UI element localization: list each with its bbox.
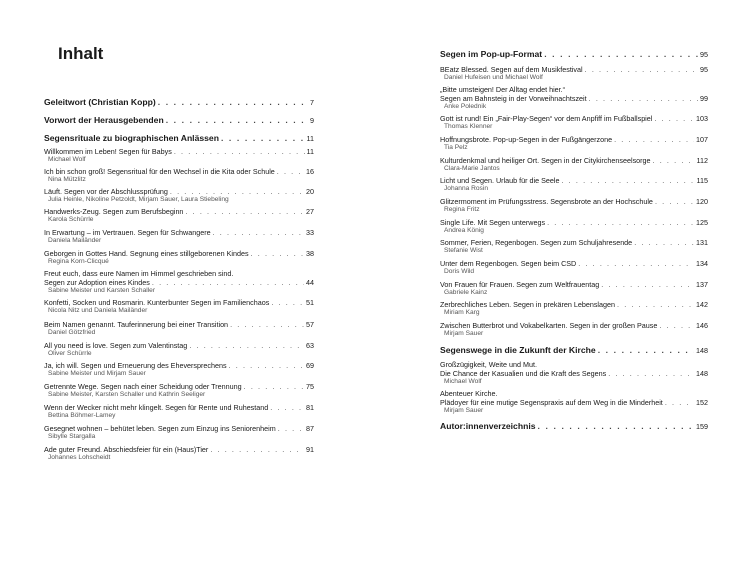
page-number: 152 <box>696 398 708 408</box>
entry-title: Kulturdenkmal und heiliger Ort. Segen in der Citykirchenseelsorge <box>440 156 651 165</box>
page-number: 137 <box>696 280 708 289</box>
dot-leader <box>654 114 694 123</box>
entry-author: Johanna Rosin <box>444 185 488 193</box>
dot-leader <box>608 369 694 378</box>
dot-leader <box>174 147 305 156</box>
toc-entry[interactable] <box>440 238 708 256</box>
entry-author: Sabine Meister, Karsten Schaller und Kathrin Seeliger <box>48 391 206 399</box>
dot-leader <box>251 249 304 258</box>
dot-leader <box>561 176 694 185</box>
dot-leader <box>210 445 304 454</box>
page-title: Inhalt <box>58 44 104 63</box>
page-number: 27 <box>306 207 314 216</box>
toc-section[interactable] <box>440 345 708 356</box>
entry-author: Doris Wild <box>444 268 475 276</box>
dot-leader <box>544 49 698 60</box>
toc-section[interactable] <box>44 115 314 126</box>
dot-leader <box>158 97 308 108</box>
entry-title: Segen zur Adoption eines Kindes <box>44 278 150 288</box>
page-number: 20 <box>306 187 314 196</box>
page-number: 112 <box>696 156 708 165</box>
page-number: 9 <box>310 116 314 125</box>
page-number: 148 <box>696 346 708 355</box>
toc-entry[interactable] <box>44 445 314 463</box>
entry-author: Mirjam Sauer <box>444 330 484 338</box>
entry-title: Autor:innenverzeichnis <box>440 421 536 431</box>
toc-section[interactable] <box>44 97 314 108</box>
entry-author: Michael Wolf <box>48 156 86 164</box>
page-number: 107 <box>696 135 708 144</box>
entry-title: All you need is love. Segen zum Valentinstag <box>44 341 188 350</box>
page-number: 7 <box>310 98 314 107</box>
page-number: 33 <box>306 228 314 237</box>
dot-leader <box>221 133 305 144</box>
toc-entry[interactable] <box>440 300 708 318</box>
entry-author: Stefanie Wist <box>444 247 483 255</box>
entry-title: Geborgen in Gottes Hand. Segnung eines stillgeborenen Kindes <box>44 249 249 258</box>
entry-author: Sibylle Stargalla <box>48 433 96 441</box>
toc-entry[interactable] <box>44 361 314 379</box>
entry-author: Mirjam Sauer <box>444 407 484 415</box>
entry-author: Bettina Böhmer-Lamey <box>48 412 116 420</box>
entry-title: Von Frauen für Frauen. Segen zum Weltfrauentag <box>440 280 600 289</box>
entry-title: Die Chance der Kasualien und die Kraft des Segens <box>440 369 607 379</box>
entry-title: Segen am Bahnsteig in der Vorweihnachtszeit <box>440 94 587 104</box>
page-number: 142 <box>696 300 708 309</box>
dot-leader <box>589 94 698 103</box>
page-number: 69 <box>306 361 314 370</box>
entry-author: Miriam Karg <box>444 309 480 317</box>
page-number: 87 <box>306 424 314 433</box>
page-number: 125 <box>696 218 708 227</box>
entry-author: Clara-Marie Jantos <box>444 165 500 173</box>
page-number: 148 <box>696 369 708 379</box>
dot-leader <box>538 421 694 432</box>
page-number: 51 <box>306 298 314 307</box>
dot-leader <box>271 298 304 307</box>
dot-leader <box>598 345 694 356</box>
toc-entry[interactable] <box>44 228 314 246</box>
entry-title-line: Großzügigkeit, Weite und Mut. <box>440 360 537 369</box>
toc-entry[interactable] <box>440 114 708 132</box>
entry-author: Johannes Lohscheidt <box>48 454 111 462</box>
toc-entry[interactable] <box>44 269 314 296</box>
dot-leader <box>601 280 694 289</box>
toc-entry[interactable] <box>440 360 708 387</box>
entry-title: Läuft. Segen vor der Abschlussprüfung <box>44 187 168 196</box>
entry-author: Anke Polednik <box>444 103 487 111</box>
toc-entry[interactable] <box>44 207 314 225</box>
entry-title: Segenswege in die Zukunft der Kirche <box>440 345 596 355</box>
dot-leader <box>614 135 694 144</box>
page-number: 16 <box>306 167 314 176</box>
dot-leader <box>277 167 304 176</box>
page-number: 115 <box>696 176 708 185</box>
entry-title-line: „Bitte umsteigen! Der Alltag endet hier.“ <box>440 85 566 94</box>
page-number: 81 <box>306 403 314 412</box>
dot-leader <box>166 115 308 126</box>
dot-leader <box>229 361 304 370</box>
dot-leader <box>244 382 304 391</box>
entry-title: Handwerks-Zeug. Segen zum Berufsbeginn <box>44 207 184 216</box>
page-number: 11 <box>306 147 314 156</box>
page-number: 38 <box>306 249 314 258</box>
entry-author: Karola Schürrle <box>48 216 94 224</box>
entry-title: Sommer, Ferien, Regenbogen. Segen zum Schuljahresende <box>440 238 633 247</box>
toc-entry[interactable] <box>44 403 314 421</box>
dot-leader <box>659 321 694 330</box>
toc-entry[interactable] <box>44 249 314 267</box>
entry-author: Thomas Klenner <box>444 123 493 131</box>
dot-leader <box>170 187 304 196</box>
entry-title: Single Life. Mit Segen unterwegs <box>440 218 546 227</box>
dot-leader <box>653 156 695 165</box>
toc-entry[interactable] <box>44 298 314 316</box>
entry-title-line: Freut euch, dass eure Namen im Himmel geschrieben sind. <box>44 269 234 278</box>
entry-title: Willkommen im Leben! Segen für Babys <box>44 147 172 156</box>
entry-author: Sabine Meister und Karsten Schaller <box>48 287 156 295</box>
entry-author: Sabine Meister und Mirjam Sauer <box>48 370 146 378</box>
entry-author: Daniel Götzfried <box>48 329 96 337</box>
toc-entry[interactable] <box>440 85 708 112</box>
entry-author: Daniela Mailänder <box>48 237 102 245</box>
toc-entry[interactable] <box>44 167 314 185</box>
page-number: 103 <box>696 114 708 123</box>
toc-section[interactable] <box>440 49 708 60</box>
entry-author: Julia Heinle, Nikoline Petzoldt, Mirjam Sauer, Laura Stiebeling <box>48 196 229 204</box>
entry-author: Andrea König <box>444 227 484 235</box>
dot-leader <box>617 300 694 309</box>
entry-title: Zerbrechliches Leben. Segen in prekären Lebenslagen <box>440 300 616 309</box>
page-number: 95 <box>700 50 708 59</box>
page-number: 159 <box>696 422 708 431</box>
toc-section[interactable] <box>440 421 708 432</box>
entry-title: Segen im Pop-up-Format <box>440 49 543 59</box>
dot-leader <box>152 278 304 287</box>
dot-leader <box>213 228 304 237</box>
entry-title: Ja, ich will. Segen und Erneuerung des Eheversprechens <box>44 361 227 370</box>
page-number: 63 <box>306 341 314 350</box>
toc-entry[interactable] <box>44 341 314 359</box>
entry-title: Geleitwort (Christian Kopp) <box>44 97 156 107</box>
page-number: 57 <box>306 320 314 329</box>
entry-title: Ich bin schon groß! Segensritual für den Wechsel in die Kita oder Schule <box>44 167 275 176</box>
page-number: 131 <box>696 238 708 247</box>
page-number: 99 <box>700 94 708 104</box>
entry-title: Zwischen Butterbrot und Vokabelkarten. Segen in der großen Pause <box>440 321 658 330</box>
dot-leader <box>230 320 304 329</box>
entry-title: Glitzermoment im Prüfungsstress. Segensbrote an der Hochschule <box>440 197 653 206</box>
toc-entry[interactable] <box>44 320 314 338</box>
entry-title: Segensrituale zu biographischen Anlässen <box>44 133 219 143</box>
entry-title: Unter dem Regenbogen. Segen beim CSD <box>440 259 577 268</box>
toc-entry[interactable] <box>440 389 708 416</box>
entry-author: Regina Korn-Clicqué <box>48 258 109 266</box>
dot-leader <box>270 403 304 412</box>
entry-author: Gabriele Kainz <box>444 289 488 297</box>
dot-leader <box>578 259 694 268</box>
toc-section[interactable] <box>44 133 314 144</box>
toc-entry[interactable] <box>440 135 708 153</box>
toc-entry[interactable] <box>440 156 708 174</box>
toc-entry[interactable] <box>440 280 708 298</box>
page-number: 75 <box>306 382 314 391</box>
page-number: 134 <box>696 259 708 268</box>
entry-title: Vorwort der Herausgebenden <box>44 115 164 125</box>
entry-title: Plädoyer für eine mutige Segenspraxis auf dem Weg in die Minderheit <box>440 398 663 408</box>
dot-leader <box>185 207 304 216</box>
entry-title: Gesegnet wohnen – behütet leben. Segen zum Einzug ins Seniorenheim <box>44 424 276 433</box>
toc-entry[interactable] <box>44 147 314 165</box>
toc-entry[interactable] <box>44 382 314 400</box>
entry-title: Gott ist rund! Ein „Fair-Play-Segen“ vor dem Anpfiff im Fußballspiel <box>440 114 653 123</box>
toc-entry[interactable] <box>440 197 708 215</box>
entry-title: Licht und Segen. Urlaub für die Seele <box>440 176 560 185</box>
toc-entry[interactable] <box>440 176 708 194</box>
entry-title: Ade guter Freund. Abschiedsfeier für ein (Haus)Tier <box>44 445 209 454</box>
entry-title: In Erwartung – im Vertrauen. Segen für Schwangere <box>44 228 211 237</box>
toc-entry[interactable] <box>440 321 708 339</box>
entry-title: Wenn der Wecker nicht mehr klingelt. Segen für Rente und Ruhestand <box>44 403 269 412</box>
toc-entry[interactable] <box>440 218 708 236</box>
toc-entry[interactable] <box>44 187 314 205</box>
dot-leader <box>655 197 694 206</box>
entry-author: Nina Mützlitz <box>48 176 86 184</box>
page-number: 91 <box>306 445 314 454</box>
entry-title: Konfetti, Socken und Rosmarin. Kunterbunter Segen im Familienchaos <box>44 298 270 307</box>
dot-leader <box>665 398 694 407</box>
dot-leader <box>278 424 304 433</box>
entry-title: Hoffnungsbrote. Pop-up-Segen in der Fußgängerzone <box>440 135 613 144</box>
dot-leader <box>547 218 694 227</box>
entry-title: Getrennte Wege. Segen nach einer Scheidung oder Trennung <box>44 382 242 391</box>
entry-author: Tia Pelz <box>444 144 468 152</box>
page-number: 95 <box>700 65 708 74</box>
toc-entry[interactable] <box>44 424 314 442</box>
dot-leader <box>585 65 698 74</box>
entry-author: Daniel Hufeisen und Michael Wolf <box>444 74 543 82</box>
entry-title-line: Abenteuer Kirche. <box>440 389 498 398</box>
entry-title: Beim Namen genannt. Tauferinnerung bei einer Transition <box>44 320 229 329</box>
page-number: 146 <box>696 321 708 330</box>
page-number: 44 <box>306 278 314 288</box>
entry-author: Nicola Nitz und Daniela Mailänder <box>48 307 148 315</box>
entry-author: Michael Wolf <box>444 378 482 386</box>
dot-leader <box>634 238 694 247</box>
toc-entry[interactable] <box>440 259 708 277</box>
page-number: 120 <box>696 197 708 206</box>
entry-author: Regina Fritz <box>444 206 480 214</box>
page-number: 11 <box>306 134 314 143</box>
entry-author: Oliver Schürrle <box>48 350 92 358</box>
toc-entry[interactable] <box>440 65 708 83</box>
entry-title: BEatz Blessed. Segen auf dem Musikfestival <box>440 65 583 74</box>
dot-leader <box>189 341 304 350</box>
